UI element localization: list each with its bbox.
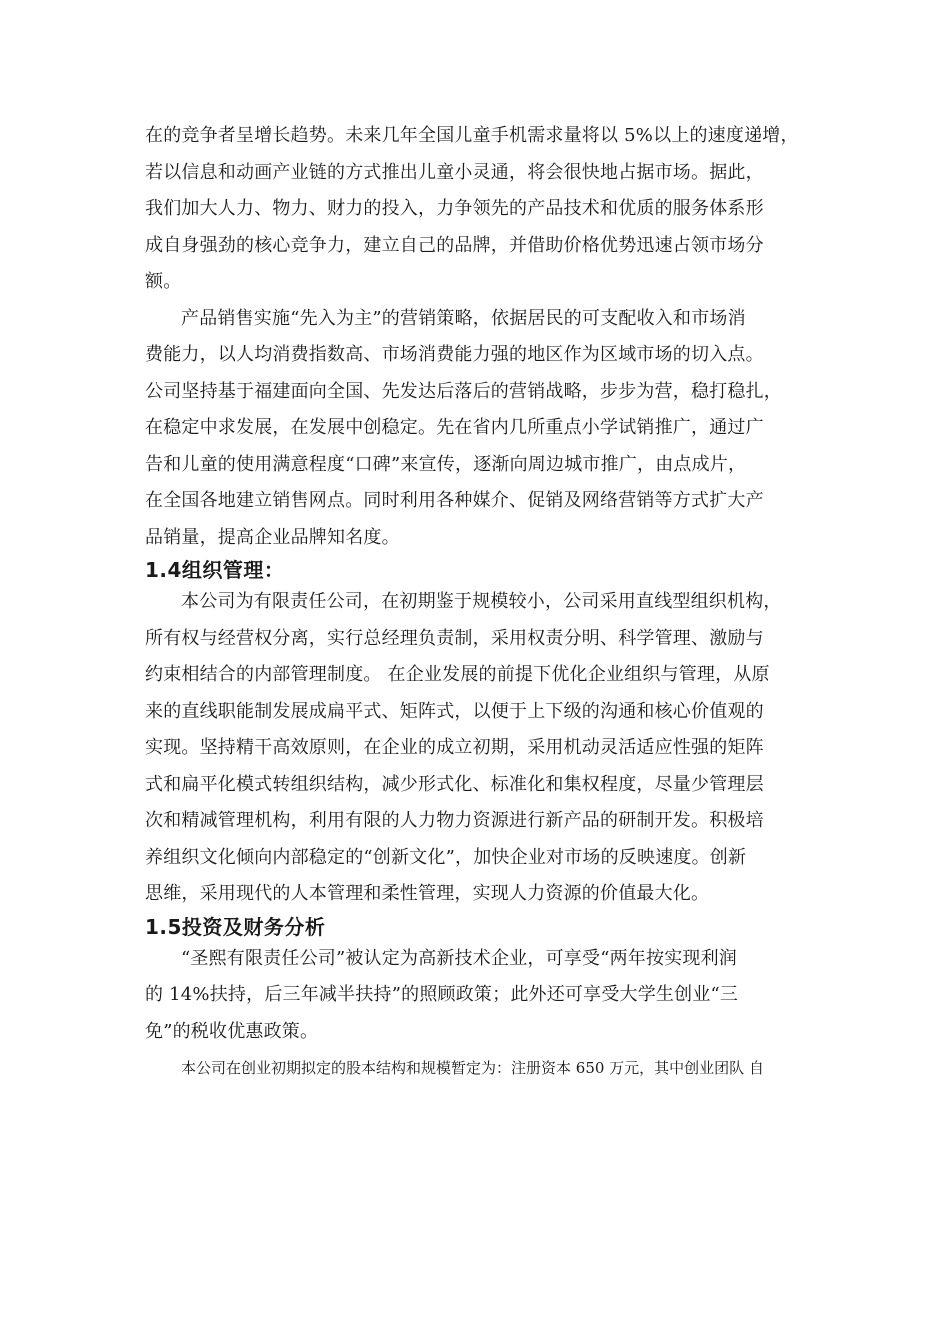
text-line: 额。 [145, 271, 182, 292]
text-line: 次和精减管理机构，利用有限的人力物力资源进行新产品的研制开发。积极培 [145, 810, 764, 831]
text-line: “圣熙有限责任公司”被认定为高新技术企业，可享受“两年按实现利润 [181, 947, 738, 969]
paragraph-organization [145, 584, 825, 913]
text-line: 自 [748, 1059, 764, 1077]
paragraph-capital [145, 1050, 825, 1087]
text-line: 产品销售实施“先入为主”的营销策略，依据居民的可支配收入和市场消 [181, 307, 746, 329]
text-line: 本公司在创业初期拟定的股本结构和规模暂定为：注册资本 650 万元，其中创业团队 [181, 1059, 745, 1077]
text-line: 思维，采用现代的人本管理和柔性管理，实现人力资源的价值最大化。 [145, 883, 710, 904]
text-line: 在全国各地建立销售网点。同时利用各种媒介、促销及网络营销等方式扩大产 [145, 490, 764, 511]
text-line: 公司坚持基于福建面向全国、先发达后落后的营销战略，步步为营，稳打稳扎， [145, 380, 782, 402]
text-line: 成自身强劲的核心竞争力，建立自己的品牌，并借助价格优势迅速占领市场分 [145, 234, 764, 256]
text-line: 品销量，提高企业品牌知名度。 [145, 526, 400, 548]
text-line: 在的竞争者呈增长趋势。未来几年全国儿童手机需求量将以 5%以上的速度递增， [145, 125, 799, 146]
text-line: 免”的税收优惠政策。 [145, 1020, 319, 1042]
text-line: 本公司为有限责任公司，在初期鉴于规模较小，公司采用直线型组织机构， [181, 591, 782, 612]
text-line: 所有权与经营权分离，实行总经理负责制，采用权责分明、科学管理、激励与 [145, 627, 764, 649]
text-line: 若以信息和动画产业链的方式推出儿童小灵通，将会很快地占据市场。据此， [145, 161, 764, 183]
section-heading-investment: 1.5投资及财务分析 [145, 914, 326, 939]
text-line: 费能力，以人均消费指数高、市场消费能力强的地区作为区域市场的切入点。 [145, 344, 764, 365]
text-line: 来的直线职能制发展成扁平式、矩阵式，以便于上下级的沟通和核心价值观的 [145, 700, 764, 722]
text-line: 实现。坚持精干高效原则，在企业的成立初期，采用机动灵活适应性强的矩阵 [145, 737, 764, 758]
text-line: 告和儿童的使用满意程度“口碑”来宣传，逐渐向周边城市推广，由点成片， [145, 453, 747, 475]
text-line: 约束相结合的内部管理制度。 在企业发展的前提下优化企业组织与管理，从原 [145, 664, 770, 685]
paragraph-market-competition [145, 118, 825, 301]
text-line: 式和扁平化模式转组织结构，减少形式化、标准化和集权程度，尽量少管理层 [145, 773, 764, 795]
document-page [145, 118, 825, 1087]
section-heading-organization: 1.4组织管理： [145, 558, 285, 582]
paragraph-sales-strategy [145, 301, 825, 557]
text-line: 养组织文化倾向内部稳定的“创新文化”，加快企业对市场的反映速度。创新 [145, 846, 747, 868]
text-line: 在稳定中求发展，在发展中创稳定。先在省内几所重点小学试销推广，通过广 [145, 417, 764, 438]
paragraph-policy [145, 941, 825, 1051]
text-line: 我们加大人力、物力、财力的投入，力争领先的产品技术和优质的服务体系形 [145, 198, 764, 219]
text-line: 的 14%扶持，后三年减半扶持”的照顾政策；此外还可享受大学生创业“三 [145, 984, 739, 1005]
